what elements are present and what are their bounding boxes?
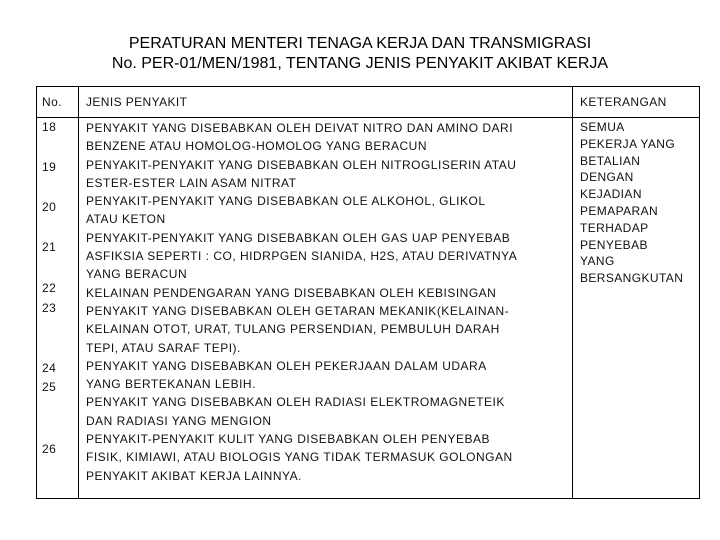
disease-line: ASFIKSIA SEPERTI : CO, HIDRPGEN SIANIDA, H2S, ATAU DERIVATNYA (86, 249, 518, 264)
header-keterangan: KETERANGAN (580, 95, 667, 109)
header-jenis-penyakit: JENIS PENYAKIT (86, 95, 188, 109)
title-line-1: PERATURAN MENTERI TENAGA KERJA DAN TRANSMIGRASI (128, 35, 592, 52)
header-no: No. (42, 95, 62, 109)
disease-line: BENZENE ATAU HOMOLOG-HOMOLOG YANG BERACUN (86, 139, 427, 154)
keterangan-line: PEMAPARAN (580, 203, 659, 218)
keterangan-line: BERSANGKUTAN (580, 271, 684, 286)
column-divider-2 (572, 86, 573, 499)
disease-line: PENYAKIT YANG DISEBABKAN OLEH DEIVAT NITRO DAN AMINO DARI (86, 121, 514, 135)
disease-line: YANG BERTEKANAN LEBIH. (86, 377, 256, 392)
disease-line: PENYAKIT AKIBAT KERJA LAINNYA. (86, 468, 302, 483)
disease-line: FISIK, KIMIAWI, ATAU BIOLOGIS YANG TIDAK TERMASUK GOLONGAN (86, 450, 513, 465)
disease-line: YANG BERACUN (86, 267, 188, 282)
disease-descriptions (86, 119, 572, 485)
disease-line: PENYAKIT-PENYAKIT YANG DISEBABKAN OLEH NITROGLISERIN ATAU (86, 157, 517, 172)
row-number: 23 (42, 301, 57, 315)
row-number: 22 (42, 281, 57, 295)
disease-table (36, 86, 700, 499)
title-line-2: No. PER-01/MEN/1981, TENTANG JENIS PENYAKIT AKIBAT KERJA (111, 55, 609, 72)
keterangan-line: YANG (580, 254, 615, 269)
keterangan-line: KEJADIAN (580, 187, 642, 202)
disease-line: PENYAKIT YANG DISEBABKAN OLEH GETARAN MEKANIK(KELAINAN- (86, 303, 510, 318)
row-number: 26 (42, 442, 57, 456)
disease-line: KELAINAN OTOT, URAT, TULANG PERSENDIAN, PEMBULUH DARAH (86, 322, 500, 337)
row-number: 21 (42, 240, 57, 254)
keterangan-line: TERHADAP (580, 220, 649, 235)
keterangan-line: DENGAN (580, 170, 634, 185)
column-divider-1 (78, 86, 79, 499)
disease-line: PENYAKIT YANG DISEBABKAN OLEH PEKERJAAN DALAM UDARA (86, 358, 487, 373)
document-title (0, 34, 720, 74)
row-number: 19 (42, 160, 57, 174)
row-number: 25 (42, 380, 57, 394)
disease-line: PENYAKIT-PENYAKIT YANG DISEBABKAN OLEH GAS UAP PENYEBAB (86, 230, 511, 245)
keterangan-text (580, 119, 683, 287)
keterangan-line: SEMUA (580, 120, 625, 134)
disease-line: KELAINAN PENDENGARAN YANG DISEBABKAN OLEH KEBISINGAN (86, 285, 497, 300)
keterangan-line: PENYEBAB (580, 237, 648, 252)
keterangan-line: BETALIAN (580, 153, 641, 168)
disease-line: DAN RADIASI YANG MENGION (86, 413, 272, 428)
disease-line: PENYAKIT-PENYAKIT KULIT YANG DISEBABKAN OLEH PENYEBAB (86, 432, 490, 447)
row-number: 20 (42, 200, 57, 214)
header-divider (36, 117, 700, 118)
disease-line: ATAU KETON (86, 212, 166, 227)
keterangan-line: PEKERJA YANG (580, 136, 676, 151)
disease-line: PENYAKIT YANG DISEBABKAN OLEH RADIASI ELEKTROMAGNETEIK (86, 395, 505, 410)
disease-line: PENYAKIT-PENYAKIT YANG DISEBABKAN OLE ALKOHOL, GLIKOL (86, 194, 486, 209)
row-number: 24 (42, 361, 57, 375)
disease-line: TEPI, ATAU SARAF TEPI). (86, 340, 241, 355)
row-number: 18 (42, 120, 57, 134)
disease-line: ESTER-ESTER LAIN ASAM NITRAT (86, 175, 297, 190)
